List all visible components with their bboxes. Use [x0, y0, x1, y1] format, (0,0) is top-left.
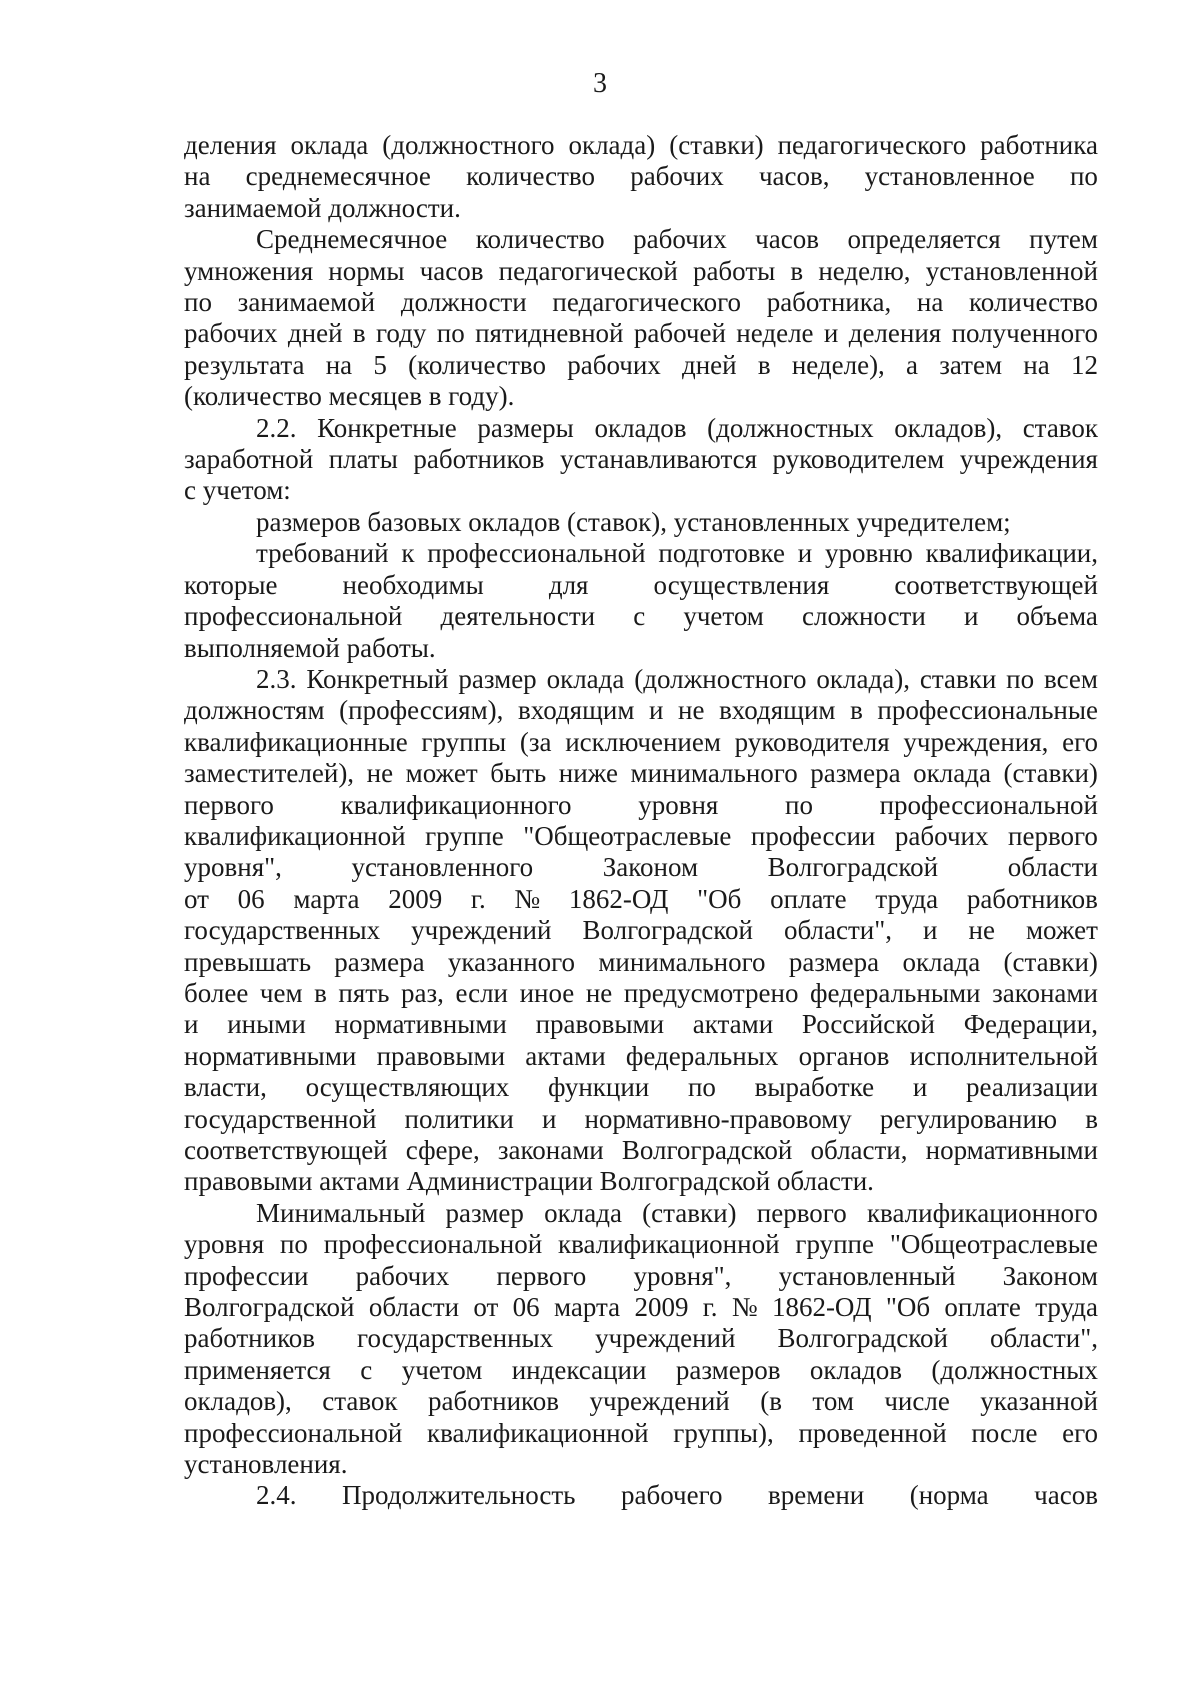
text-line: окладов), ставок работников учреждений (в том числе указанной	[184, 1386, 1098, 1417]
text-line: государственной политики и нормативно-правовому регулированию в	[184, 1103, 1098, 1134]
text-line: власти, осуществляющих функции по выработке и реализации	[184, 1072, 1098, 1103]
text-line: размеров базовых окладов (ставок), установленных учредителем;	[256, 506, 1011, 537]
text-line: 2.3. Конкретный размер оклада (должностного оклада), ставки по всем	[256, 663, 1098, 694]
text-line: государственных учреждений Волгоградской области", и не может	[184, 915, 1098, 946]
text-line: нормативными правовыми актами федеральных органов исполнительной	[184, 1040, 1098, 1071]
text-line: Минимальный размер оклада (ставки) первого квалификационного	[256, 1197, 1098, 1228]
text-line: которые необходимы для осуществления соответствующей	[184, 569, 1098, 600]
text-line: работников государственных учреждений Волгоградской области",	[184, 1323, 1098, 1354]
text-line: (количество месяцев в году).	[184, 381, 515, 412]
text-line: уровня", установленного Законом Волгоградской области	[184, 852, 1098, 883]
text-line: деления оклада (должностного оклада) (ставки) педагогического работника	[184, 130, 1098, 160]
text-line: от 06 марта 2009 г. № 1862-ОД "Об оплате труда работников	[184, 883, 1098, 914]
text-line: превышать размера указанного минимального размера оклада (ставки)	[184, 946, 1098, 977]
text-line: квалификационной группе "Общеотраслевые профессии рабочих первого	[184, 820, 1098, 851]
text-line: умножения нормы часов педагогической работы в неделю, установленной	[184, 255, 1098, 286]
text-line: и иными нормативными правовыми актами Российской Федерации,	[184, 1009, 1098, 1040]
text-line: первого квалификационного уровня по профессиональной	[184, 789, 1098, 820]
text-line: Среднемесячное количество рабочих часов определяется путем	[256, 224, 1098, 255]
text-line: профессии рабочих первого уровня", установленный Законом	[184, 1260, 1098, 1291]
text-line: соответствующей сфере, законами Волгоградской области, нормативными	[184, 1135, 1098, 1165]
text-line: применяется с учетом индексации размеров окладов (должностных	[184, 1354, 1098, 1385]
text-line: заместителей), не может быть ниже минимального размера оклада (ставки)	[184, 758, 1098, 789]
text-line: по занимаемой должности педагогического работника, на количество	[184, 287, 1098, 318]
text-line: на среднемесячное количество рабочих часов, установленное по	[184, 161, 1098, 192]
text-line: Волгоградской области от 06 марта 2009 г. № 1862-ОД "Об оплате труда	[184, 1292, 1098, 1323]
text-line: требований к профессиональной подготовке и уровню квалификации,	[256, 538, 1098, 569]
text-line: должностям (профессиям), входящим и не входящим в профессиональные	[184, 695, 1098, 726]
text-line: занимаемой должности.	[184, 192, 461, 223]
text-line: 2.2. Конкретные размеры окладов (должностных окладов), ставок	[256, 412, 1098, 443]
text-line: более чем в пять раз, если иное не предусмотрено федеральными законами	[184, 977, 1098, 1008]
text-line: выполняемой работы.	[184, 632, 436, 663]
text-line: правовыми актами Администрации Волгоградской области.	[184, 1166, 874, 1197]
text-line: 2.4. Продолжительность рабочего времени (норма часов	[256, 1480, 1098, 1511]
text-line: результата на 5 (количество рабочих дней в неделе), а затем на 12	[184, 349, 1098, 380]
document-body	[184, 130, 1098, 1512]
text-line: уровня по профессиональной квалификационной группе "Общеотраслевые	[184, 1229, 1098, 1260]
text-line: заработной платы работников устанавливаются руководителем учреждения	[184, 444, 1098, 475]
text-line: с учетом:	[184, 475, 291, 506]
text-line: квалификационные группы (за исключением руководителя учреждения, его	[184, 726, 1098, 757]
page-number: 3	[593, 68, 607, 99]
text-line: профессиональной деятельности с учетом сложности и объема	[184, 601, 1098, 632]
text-line: профессиональной квалификационной группы), проведенной после его	[184, 1417, 1098, 1448]
text-line: рабочих дней в году по пятидневной рабочей неделе и деления полученного	[184, 318, 1098, 349]
text-line: установления.	[184, 1449, 348, 1480]
